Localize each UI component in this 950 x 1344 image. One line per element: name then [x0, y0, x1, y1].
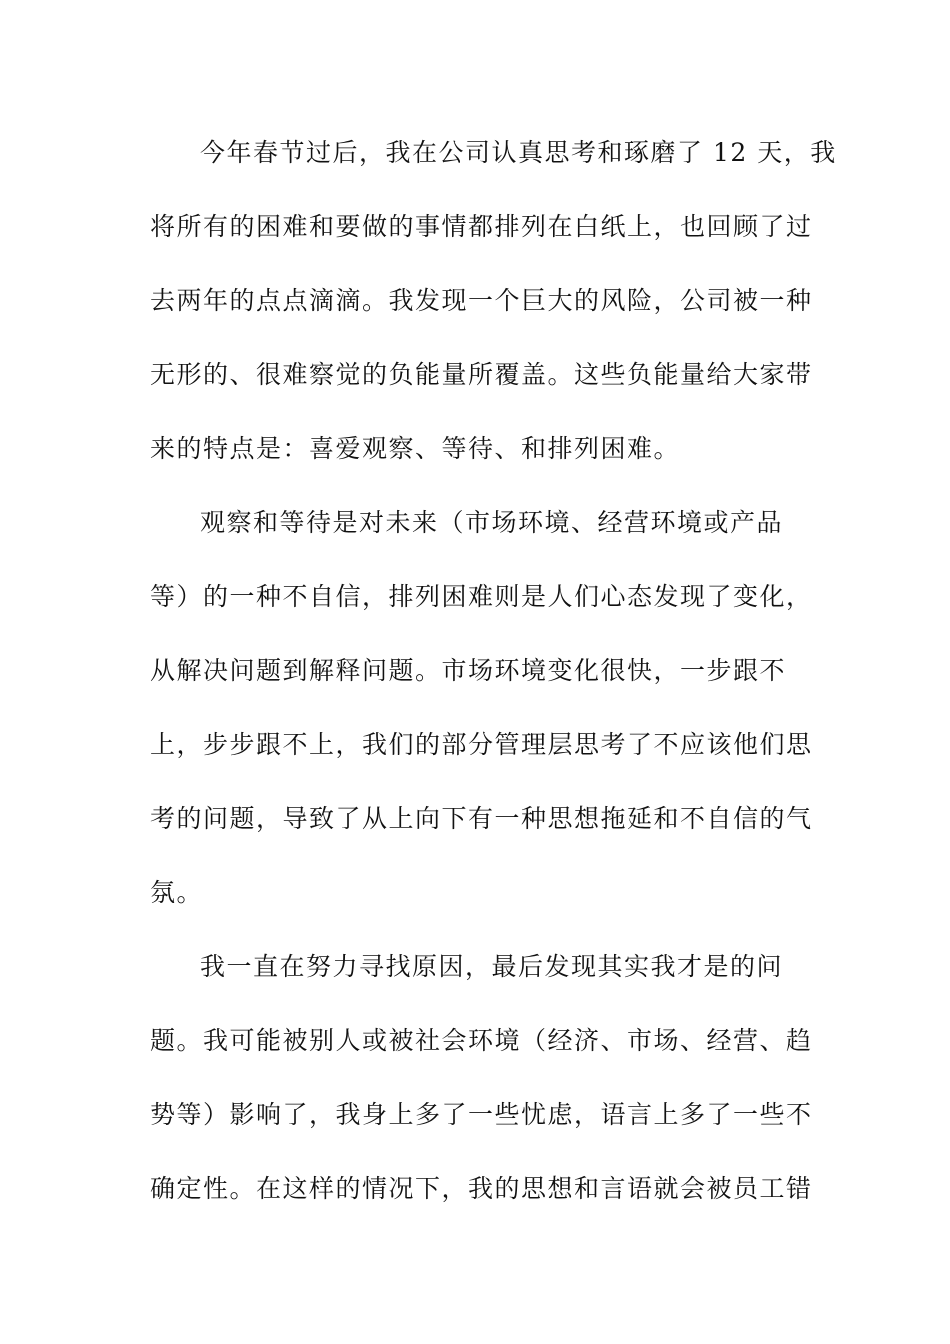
document-body — [150, 116, 837, 1226]
text-line: 氛。 — [150, 878, 204, 907]
text-line: 确定性。在这样的情况下，我的思想和言语就会被员工错 — [150, 1174, 813, 1203]
paragraph-2 — [150, 486, 813, 930]
text-line: 等）的一种不自信，排列困难则是人们心态发现了变化， — [150, 582, 813, 611]
text-line: 来的特点是：喜爱观察、等待、和排列困难。 — [150, 434, 681, 463]
text-line: 从解决问题到解释问题。市场环境变化很快，一步跟不 — [150, 656, 787, 685]
text-line: 题。我可能被别人或被社会环境（经济、市场、经营、趋 — [150, 1026, 813, 1055]
text-line: 去两年的点点滴滴。我发现一个巨大的风险，公司被一种 — [150, 286, 813, 315]
paragraph-3 — [150, 930, 813, 1226]
text-line: 考的问题，导致了从上向下有一种思想拖延和不自信的气 — [150, 804, 813, 833]
text-line: 我一直在努力寻找原因，最后发现其实我才是的问 — [200, 952, 784, 981]
text-line: 观察和等待是对未来（市场环境、经营环境或产品 — [200, 508, 784, 537]
text-line: 上，步步跟不上，我们的部分管理层思考了不应该他们思 — [150, 730, 813, 759]
text-line: 今年春节过后，我在公司认真思考和琢磨了 12 天，我 — [200, 138, 837, 167]
text-line: 势等）影响了，我身上多了一些忧虑，语言上多了一些不 — [150, 1100, 813, 1129]
paragraph-1 — [150, 116, 837, 486]
text-line: 无形的、很难察觉的负能量所覆盖。这些负能量给大家带 — [150, 360, 813, 389]
text-line: 将所有的困难和要做的事情都排列在白纸上，也回顾了过 — [150, 212, 813, 241]
